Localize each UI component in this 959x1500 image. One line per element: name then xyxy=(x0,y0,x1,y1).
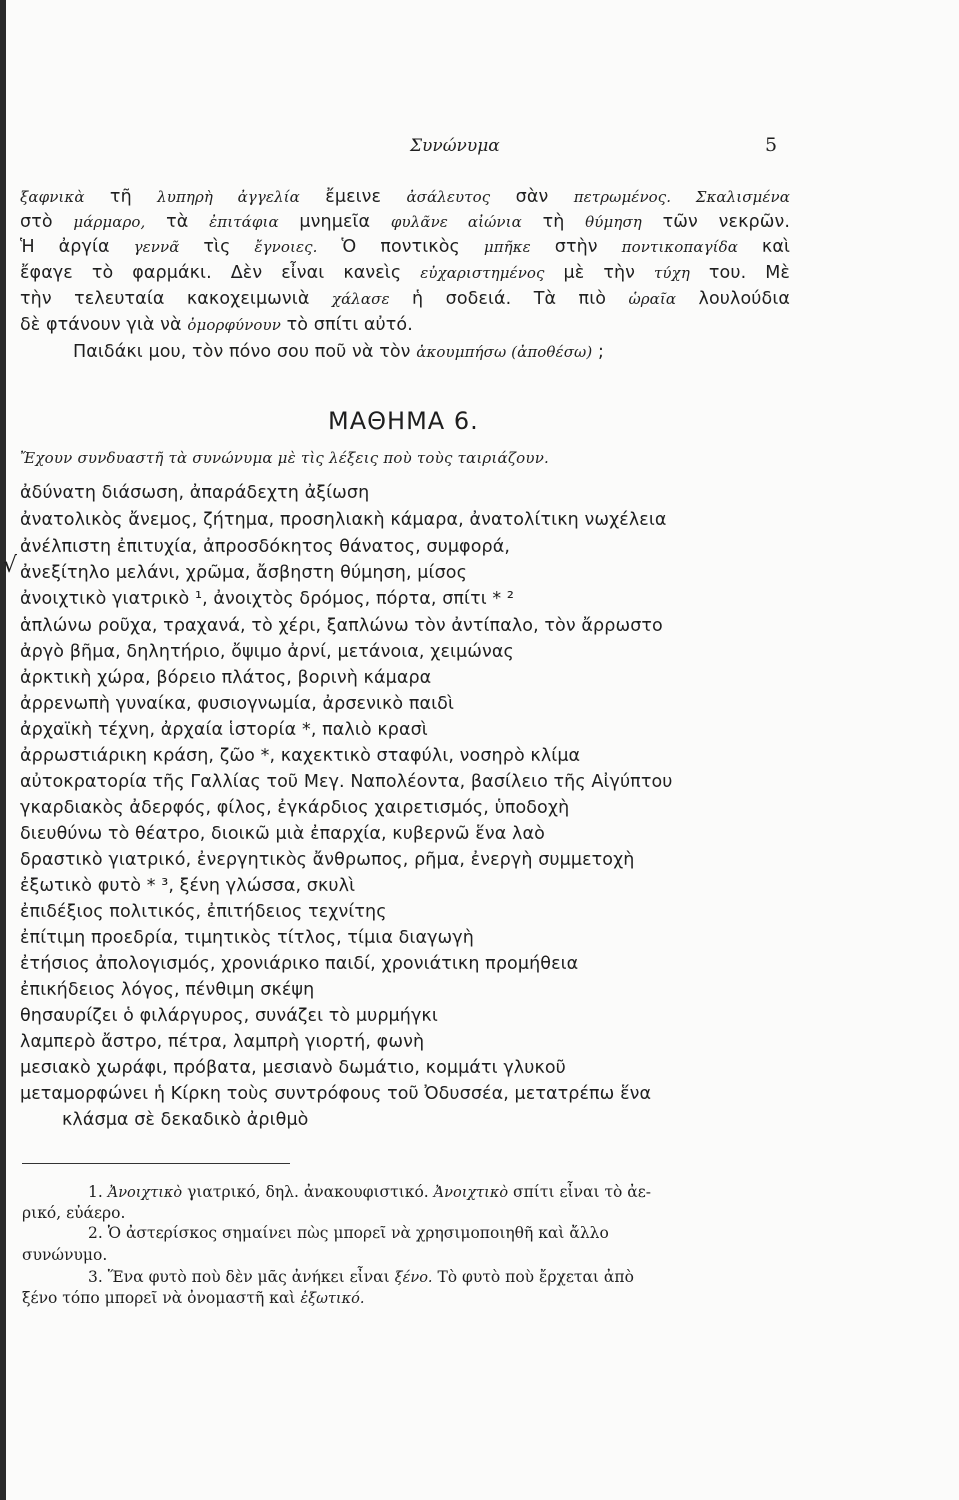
list-item: ἐπίτιμη προεδρία, τιμητικὸς τίτλος, τίμια διαγωγὴ xyxy=(20,928,474,948)
footnote-text-span: ρικό, εὐάερο. xyxy=(22,1204,126,1222)
list-item: ἀρρωστιάρικη κράση, ζῶο *, καχεκτικὸ σταφύλι, νοσηρὸ κλίμα xyxy=(20,746,581,766)
list-item: ἁπλώνω ροῦχα, τραχανά, τὸ χέρι, ξαπλώνω τὸν ἀντίπαλο, τὸν ἄρρωστο xyxy=(20,616,663,636)
footnote-text-span: ξένο τόπο μπορεῖ νὰ ὀνομαστῆ καὶ xyxy=(22,1289,301,1307)
list-item: ἀργὸ βῆμα, δηλητήριο, ὄψιμο ἀρνί, μετάνοια, χειμώνας xyxy=(20,642,514,662)
intro-line xyxy=(20,261,790,285)
intro-italic-span: τύχη xyxy=(654,264,690,282)
footnote-text-span: 2. Ὁ ἀστερίσκος σημαίνει πὼς μπορεῖ νὰ χρησιμοποιηθῆ καὶ ἄλλο xyxy=(88,1224,609,1242)
intro-text-span: καὶ xyxy=(737,237,791,257)
intro-italic-span: μπῆκε xyxy=(483,238,531,256)
intro-text-span: τὴ xyxy=(521,212,586,232)
list-item: λαμπερὸ ἄστρο, πέτρα, λαμπρὴ γιορτή, φωνὴ xyxy=(20,1032,425,1052)
list-item: ἀνοιχτικὸ γιατρικὸ ¹, ἀνοιχτὸς δρόμος, πόρτα, σπίτι * ² xyxy=(20,589,515,609)
list-item: ἀνεξίτηλο μελάνι, χρῶμα, ἄσβηστη θύμηση, μίσος xyxy=(20,563,467,583)
intro-text-span: μνημεῖα xyxy=(278,212,391,232)
page-edge-shadow xyxy=(0,0,6,1500)
footnote-italic-span: Ἀνοιχτικὸ xyxy=(433,1185,509,1201)
footnote-line xyxy=(88,1222,609,1244)
intro-text-span: τῶν νεκρῶν. xyxy=(641,212,790,232)
intro-text-span: λουλούδια xyxy=(676,289,790,309)
intro-text-span: Παιδάκι μου, τὸν πόνο σου ποῦ νὰ τὸν xyxy=(73,342,417,362)
intro-text-span: τὰ xyxy=(145,212,210,232)
intro-line xyxy=(20,185,790,209)
check-mark-icon: √ xyxy=(3,553,18,578)
intro-text-span: Ἡ ἀργία xyxy=(20,237,134,257)
intro-italic-span: γεννᾶ xyxy=(133,238,180,256)
page-number: 5 xyxy=(765,134,778,156)
list-item: ἐτήσιος ἀπολογισμός, χρονιάρικο παιδί, χρονιάτικη προμήθεια xyxy=(20,954,579,974)
intro-text-span: στὴν xyxy=(530,237,622,257)
running-title: Συνώνυμα xyxy=(410,136,500,156)
footnote-divider xyxy=(22,1163,290,1164)
intro-text-span: τὶς xyxy=(179,237,255,257)
list-item: ἀρχαϊκὴ τέχνη, ἀρχαία ἱστορία *, παλιὸ κρασὶ xyxy=(20,720,428,740)
footnote-text-span: γιατρικό, δηλ. ἀνακουφιστικό. xyxy=(182,1183,434,1201)
intro-line xyxy=(20,235,790,259)
intro-italic-span: λυπηρὴ ἀγγελία xyxy=(157,188,300,206)
list-item: ἐξωτικὸ φυτὸ * ³, ξένη γλώσσα, σκυλὶ xyxy=(20,876,356,896)
footnote-line xyxy=(22,1287,364,1310)
list-item: αὐτοκρατορία τῆς Γαλλίας τοῦ Μεγ. Ναπολέοντα, βασίλειο τῆς Αἰγύπτου xyxy=(20,772,673,792)
footnote-line xyxy=(88,1266,634,1289)
footnote-line xyxy=(88,1181,651,1204)
footnote-text-span: Τὸ φυτὸ ποὺ ἔρχεται ἀπὸ xyxy=(432,1268,634,1286)
intro-line xyxy=(20,313,790,337)
intro-text-span: μὲ τὴν xyxy=(544,263,655,283)
intro-text-span: στὸ xyxy=(20,212,74,232)
list-item: μεταμορφώνει ἡ Κίρκη τοὺς συντρόφους τοῦ Ὀδυσσέα, μετατρέπω ἕνα xyxy=(20,1084,652,1104)
footnote-text-span: 1. xyxy=(88,1183,108,1201)
intro-italic-span: μάρμαρο, xyxy=(73,213,146,231)
intro-text-span: ; xyxy=(592,342,604,362)
intro-italic-span: χάλασε xyxy=(331,290,390,308)
intro-italic-span: φυλᾶνε αἰώνια xyxy=(390,213,522,231)
footnote-italic-span: Ἀνοιχτικὸ xyxy=(107,1185,183,1201)
intro-italic-span: ποντικοπαγίδα xyxy=(621,238,738,256)
list-item: ἀδύνατη διάσωση, ἀπαράδεχτη ἀξίωση xyxy=(20,483,370,503)
intro-italic-span: ξαφνικὰ xyxy=(20,188,85,206)
footnote-text-span: σπίτι εἶναι τὸ ἀε- xyxy=(508,1183,652,1201)
footnote-line xyxy=(22,1202,125,1224)
footnote-italic-span: ξένο. xyxy=(394,1270,433,1286)
intro-line xyxy=(20,287,790,311)
intro-text-span: δὲ φτάνουν γιὰ νὰ xyxy=(20,315,188,335)
list-item: ἀρρενωπὴ γυναίκα, φυσιογνωμία, ἀρσενικὸ παιδὶ xyxy=(20,694,455,714)
intro-italic-span: ὡραῖα xyxy=(628,290,677,308)
intro-italic-span: πετρωμένος. Σκαλισμένα xyxy=(573,188,790,206)
footnote-text-span: συνώνυμο. xyxy=(22,1246,108,1264)
running-head xyxy=(0,136,959,166)
intro-text-span: του. Μὲ xyxy=(689,263,790,283)
list-item: ἀνατολικὸς ἄνεμος, ζήτημα, προσηλιακὴ κάμαρα, ἀνατολίτικη νωχέλεια xyxy=(20,510,667,530)
lesson-instruction: Ἔχουν συνδυαστῆ τὰ συνώνυμα μὲ τὶς λέξεις ποὺ τοὺς ταιριάζουν. xyxy=(20,449,550,467)
intro-text-span: σὰν xyxy=(490,187,574,207)
footnote-text-span: 3. Ἕνα φυτὸ ποὺ δὲν μᾶς ἀνήκει εἶναι xyxy=(88,1268,395,1286)
intro-text-span: ἔμεινε xyxy=(299,187,407,207)
list-item: ἀρκτικὴ χώρα, βόρειο πλάτος, βορινὴ κάμαρα xyxy=(20,668,432,688)
intro-italic-span: ἐπιτάφια xyxy=(209,213,279,231)
intro-italic-span: ὀμορφύνουν xyxy=(187,316,281,334)
list-item: θησαυρίζει ὁ φιλάργυρος, συνάζει τὸ μυρμήγκι xyxy=(20,1006,438,1026)
list-item: διευθύνω τὸ θέατρο, διοικῶ μιὰ ἐπαρχία, κυβερνῶ ἕνα λαὸ xyxy=(20,824,545,844)
intro-italic-span: ἀκουμπήσω (ἀποθέσω) xyxy=(416,343,593,361)
intro-line xyxy=(73,340,843,364)
footnote-line xyxy=(22,1244,107,1266)
list-item: δραστικὸ γιατρικό, ἐνεργητικὸς ἄνθρωπος, ρῆμα, ἐνεργὴ συμμετοχὴ xyxy=(20,850,635,870)
intro-text-span: τὴν τελευταία κακοχειμωνιὰ xyxy=(20,289,332,309)
footnote-italic-span: ἐξωτικό. xyxy=(300,1291,365,1307)
list-item: κλάσμα σὲ δεκαδικὸ ἀριθμὸ xyxy=(62,1110,309,1130)
intro-text-span: ἔφαγε τὸ φαρμάκι. Δὲν εἶναι κανεὶς xyxy=(20,263,421,283)
list-item: ἐπικήδειος λόγος, πένθιμη σκέψη xyxy=(20,980,315,1000)
list-item: ἐπιδέξιος πολιτικός, ἐπιτήδειος τεχνίτης xyxy=(20,902,387,922)
intro-italic-span: ἔγνοιες. xyxy=(254,238,318,256)
intro-text-span: Ὁ ποντικὸς xyxy=(317,237,484,257)
intro-italic-span: εὐχαριστημένος xyxy=(420,264,545,282)
intro-italic-span: θύμηση xyxy=(585,213,642,231)
intro-text-span: τῆ xyxy=(84,187,158,207)
lesson-heading: ΜΑΘΗΜΑ 6. xyxy=(328,407,479,435)
list-item: μεσιακὸ χωράφι, πρόβατα, μεσιανὸ δωμάτιο, κομμάτι γλυκοῦ xyxy=(20,1058,566,1078)
list-item: ἀνέλπιστη ἐπιτυχία, ἀπροσδόκητος θάνατος, συμφορά, xyxy=(20,537,511,557)
intro-italic-span: ἀσάλευτος xyxy=(406,188,491,206)
intro-text-span: τὸ σπίτι αὐτό. xyxy=(280,315,413,335)
intro-line xyxy=(20,210,790,234)
intro-text-span: ἡ σοδειά. Τὰ πιὸ xyxy=(389,289,629,309)
list-item: γκαρδιακὸς ἀδερφός, φίλος, ἐγκάρδιος χαιρετισμός, ὑποδοχὴ xyxy=(20,798,570,818)
